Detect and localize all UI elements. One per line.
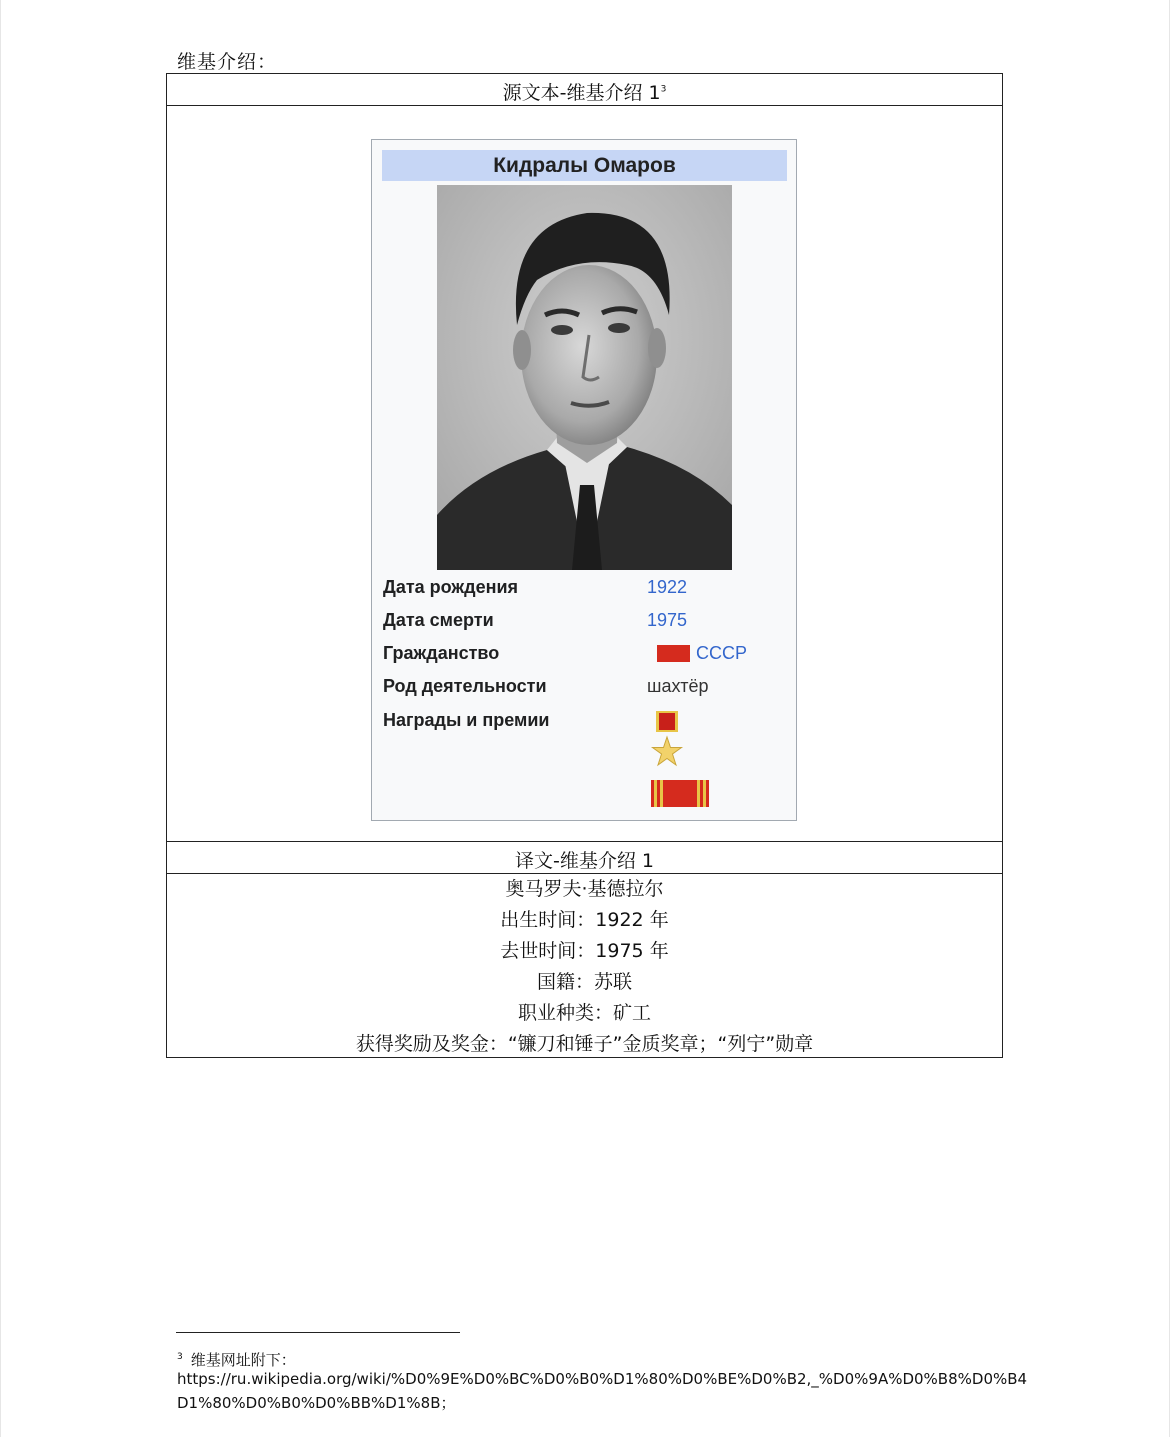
footnote-lead [177,1349,296,1370]
translation-death: 去世时间：1975 年 [500,940,669,962]
birth-date-link[interactable]: 1922 [647,577,688,597]
occupation-value: шахтёр [647,676,709,696]
footnote-lead-text: 维基网址附下： [190,1351,296,1369]
source-header-text: 源文本-维基介绍 1 [502,82,661,104]
source-footnote-mark: 3 [660,84,667,95]
document-table [166,73,1003,1058]
infobox-title: Кидралы Омаров [382,150,787,181]
wiki-infobox [371,139,797,821]
table-rule [167,105,1002,106]
info-row-death [383,610,788,636]
footnote-url-line-2[interactable]: D1%80%D0%B0%D0%BB%D1%8B； [177,1394,456,1412]
translation-birth: 出生时间：1922 年 [500,909,669,931]
death-date-link[interactable]: 1975 [647,610,688,630]
table-rule [167,841,1002,842]
source-header [167,78,1002,105]
info-row-awards [383,710,788,736]
translation-occupation: 职业种类：矿工 [517,1002,651,1024]
awards-label: Награды и премии [383,710,550,730]
citizenship-value [657,643,747,664]
translation-header: 译文-维基介绍 1 [515,850,654,872]
citizenship-link[interactable]: СССР [696,643,748,663]
translation-block [167,874,1002,1060]
hero-gold-star-medal-icon[interactable] [649,710,685,772]
portrait-illustration [437,185,732,570]
footnote-mark: 3 [177,1352,183,1362]
intro-label: 维基介绍： [177,51,278,73]
footnote-url-line-1[interactable]: https://ru.wikipedia.org/wiki/%D0%9E%D0%BC%D0%B0%D1%80%D0%BE%D0%B2,_%D0%9A%D0%B8%D0%B4 [177,1370,1028,1388]
occupation-label: Род деятельности [383,676,547,696]
translation-name: 奥马罗夫·基德拉尔 [505,878,664,900]
info-row-occupation [383,676,788,702]
citizenship-label: Гражданство [383,643,500,663]
info-row-birth [383,577,788,603]
death-date-label: Дата смерти [383,610,494,630]
order-of-lenin-ribbon-icon[interactable] [651,780,709,807]
info-row-citizenship [383,643,788,669]
portrait-photo [437,185,732,570]
ussr-flag-icon [657,645,690,662]
birth-date-label: Дата рождения [383,577,519,597]
footnote-separator [176,1332,460,1333]
translation-citizenship: 国籍：苏联 [536,971,632,993]
translation-awards: 获得奖励及奖金：“镰刀和锤子”金质奖章；“列宁”勋章 [355,1033,814,1055]
